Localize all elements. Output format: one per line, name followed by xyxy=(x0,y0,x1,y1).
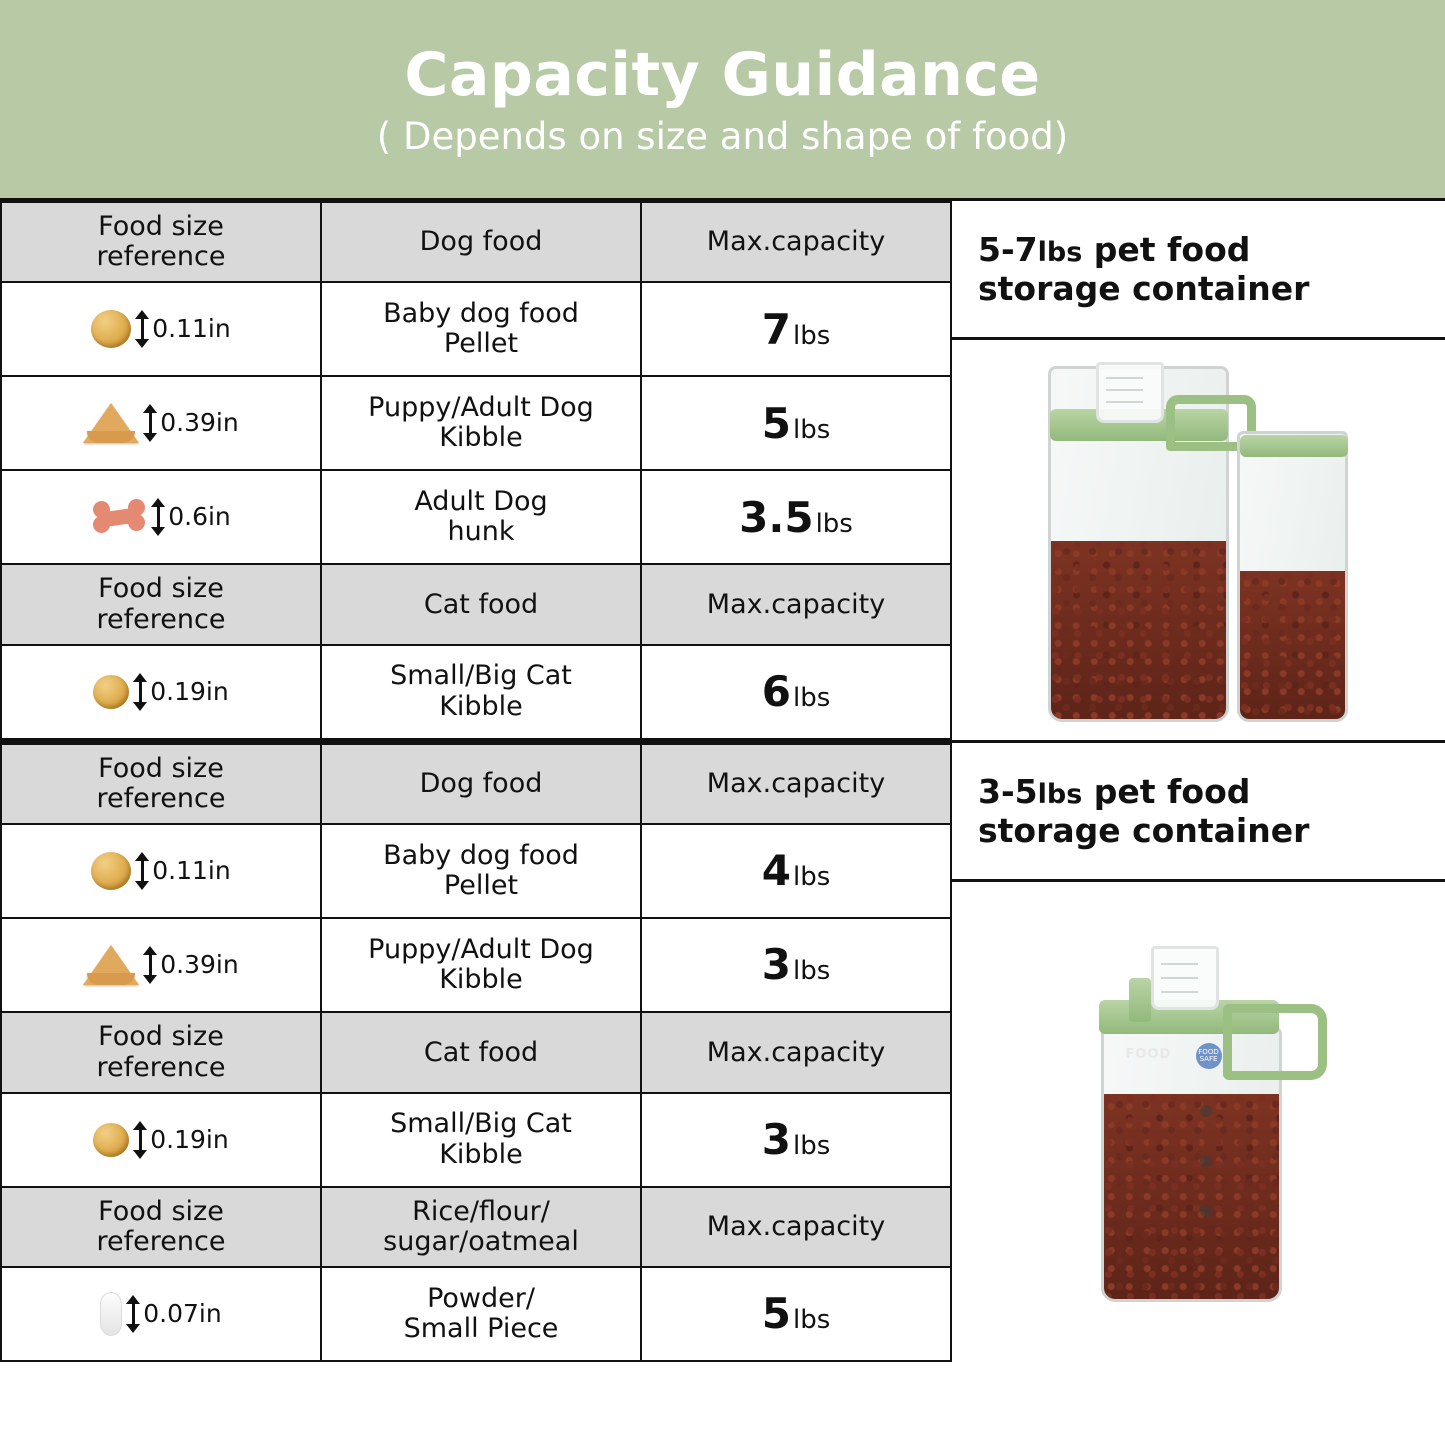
product-caption xyxy=(950,201,1445,340)
food-size-value: 0.07in xyxy=(143,1299,222,1329)
food-size-cell xyxy=(1,1093,321,1187)
food-size-cell xyxy=(1,470,321,564)
header-cat-food: Cat food xyxy=(321,1012,641,1092)
header-line2: reference xyxy=(96,783,226,815)
header-dog-food: Dog food xyxy=(321,202,641,282)
capacity-value: 4 xyxy=(761,846,791,896)
header-max-capacity: Max.capacity xyxy=(641,744,951,824)
kibble-fill xyxy=(1051,541,1226,719)
food-size-cell xyxy=(1,376,321,470)
capacity-block-3-5lbs xyxy=(0,740,1445,1362)
food-name-line2: Kibble xyxy=(439,964,523,996)
table-row xyxy=(1,376,951,470)
measure-bar-icon xyxy=(151,498,165,536)
food-name-line1: Puppy/Adult Dog xyxy=(368,391,594,423)
capacity-cell xyxy=(641,376,951,470)
capacity-table-wrapper-1 xyxy=(0,201,950,740)
kibble-fill xyxy=(1240,571,1345,719)
dimension-indicator xyxy=(143,946,238,984)
capacity-value: 5 xyxy=(761,398,791,448)
capacity-value: 5 xyxy=(761,1289,791,1339)
product-image-3-5lbs xyxy=(950,882,1445,1363)
capacity-cell xyxy=(641,918,951,1012)
food-size-cell xyxy=(1,282,321,376)
food-name-line2: Kibble xyxy=(439,690,523,722)
table-header-row xyxy=(1,564,951,644)
container-handle xyxy=(1223,1004,1327,1080)
product-size: 5-7 xyxy=(978,230,1038,269)
table-row xyxy=(1,470,951,564)
food-name-cell xyxy=(321,470,641,564)
food-label-text: FOOD xyxy=(1125,1047,1172,1063)
dimension-indicator xyxy=(135,852,230,890)
capacity-cell xyxy=(641,645,951,739)
food-size-cell xyxy=(1,1267,321,1361)
page-header xyxy=(0,0,1445,198)
product-image-5-7lbs xyxy=(950,340,1445,740)
food-name-line2: Small Piece xyxy=(403,1313,559,1345)
kibble-ball-small-icon xyxy=(93,675,129,709)
header-dog-food: Dog food xyxy=(321,744,641,824)
header-cat-food: Cat food xyxy=(321,564,641,644)
powder-grain-icon xyxy=(100,1292,122,1336)
table-row xyxy=(1,918,951,1012)
food-name-line2: Kibble xyxy=(439,1138,523,1170)
measuring-cup xyxy=(1151,946,1219,1010)
capacity-unit: lbs xyxy=(792,1305,831,1336)
capacity-cell xyxy=(641,470,951,564)
table-header-row xyxy=(1,1012,951,1092)
product-panel-3-5lbs xyxy=(950,743,1445,1362)
food-name-line1: Puppy/Adult Dog xyxy=(368,933,594,965)
table-header-row xyxy=(1,1187,951,1267)
food-name-cell xyxy=(321,918,641,1012)
food-size-value: 0.19in xyxy=(150,1124,229,1154)
header-line1: Rice/flour/ xyxy=(412,1195,550,1227)
table-row xyxy=(1,824,951,918)
container-illustration-single xyxy=(1073,942,1323,1302)
capacity-cell xyxy=(641,282,951,376)
food-size-value: 0.19in xyxy=(150,676,229,706)
capacity-value: 3 xyxy=(761,1114,791,1164)
measure-bar-icon xyxy=(133,1121,147,1159)
capacity-unit: lbs xyxy=(815,508,853,539)
food-name-line1: Adult Dog xyxy=(414,485,548,517)
food-name-line2: Pellet xyxy=(443,328,519,360)
food-size-value: 0.6in xyxy=(168,502,231,532)
measure-bar-icon xyxy=(143,404,157,442)
product-caption-rest: pet food xyxy=(1082,771,1251,811)
food-name-line2: hunk xyxy=(447,516,515,548)
header-line2: reference xyxy=(96,1226,226,1258)
capacity-unit: lbs xyxy=(792,320,831,351)
header-max-capacity: Max.capacity xyxy=(641,202,951,282)
small-container-lid xyxy=(1240,435,1348,457)
kibble-triangle-icon xyxy=(83,945,139,985)
food-name-line1: Small/Big Cat xyxy=(390,660,572,692)
header-food-size-reference xyxy=(1,1187,321,1267)
dimension-indicator xyxy=(126,1295,221,1333)
table-row xyxy=(1,1093,951,1187)
container-illustration-pair xyxy=(1048,357,1348,722)
product-unit: lbs xyxy=(1037,778,1083,810)
dimension-indicator xyxy=(135,310,230,348)
food-name-cell xyxy=(321,645,641,739)
kibble-triangle-icon xyxy=(83,403,139,443)
capacity-value: 6 xyxy=(761,667,791,716)
header-line1: Food size xyxy=(98,752,224,784)
food-name-cell xyxy=(321,282,641,376)
header-line1: Food size xyxy=(98,573,224,605)
header-food-size-reference xyxy=(1,744,321,824)
small-container-body xyxy=(1237,431,1348,722)
capacity-table-2 xyxy=(0,743,952,1362)
dimension-indicator xyxy=(151,498,231,536)
food-name-line2: Pellet xyxy=(443,870,519,902)
capacity-unit: lbs xyxy=(792,862,831,893)
capacity-table-1 xyxy=(0,201,952,740)
capacity-unit: lbs xyxy=(792,683,831,713)
header-line2: reference xyxy=(96,603,226,635)
capacity-unit: lbs xyxy=(792,956,831,987)
capacity-cell xyxy=(641,1267,951,1361)
header-line2: reference xyxy=(96,241,226,273)
table-header-row xyxy=(1,202,951,282)
measure-bar-icon xyxy=(143,946,157,984)
capacity-unit: lbs xyxy=(792,414,831,445)
product-caption xyxy=(950,743,1445,882)
measure-bar-icon xyxy=(133,673,147,711)
table-row xyxy=(1,1267,951,1361)
capacity-block-5-7lbs xyxy=(0,198,1445,740)
food-size-cell xyxy=(1,918,321,1012)
bone-treat-icon xyxy=(91,498,147,536)
table-row xyxy=(1,645,951,739)
food-size-cell xyxy=(1,824,321,918)
product-caption-rest: pet food xyxy=(1082,230,1251,269)
dimension-indicator xyxy=(133,1121,228,1159)
product-panel-5-7lbs xyxy=(950,201,1445,740)
product-caption-line1 xyxy=(978,773,1429,812)
capacity-unit: lbs xyxy=(792,1130,831,1161)
product-caption-line2: storage container xyxy=(978,268,1310,308)
capacity-table-wrapper-2 xyxy=(0,743,950,1362)
measure-bar-icon xyxy=(135,310,149,348)
food-name-cell xyxy=(321,824,641,918)
kibble-ball-icon xyxy=(91,852,131,890)
page-title: Capacity Guidance xyxy=(404,40,1041,111)
pour-spout xyxy=(1129,978,1151,1022)
food-name-cell xyxy=(321,1093,641,1187)
dimension-indicator xyxy=(143,404,238,442)
measuring-cup xyxy=(1096,362,1164,423)
product-caption-line1 xyxy=(978,231,1429,270)
food-name-line1: Baby dog food xyxy=(383,297,579,329)
food-size-value: 0.39in xyxy=(160,950,239,980)
header-max-capacity: Max.capacity xyxy=(641,1187,951,1267)
header-line2: sugar/oatmeal xyxy=(383,1226,579,1258)
food-size-value: 0.11in xyxy=(152,856,231,886)
header-line1: Food size xyxy=(98,211,224,242)
header-food-size-reference xyxy=(1,1012,321,1092)
measure-bar-icon xyxy=(135,852,149,890)
kibble-fill xyxy=(1104,1094,1279,1299)
dimension-indicator xyxy=(133,673,228,711)
header-max-capacity: Max.capacity xyxy=(641,1012,951,1092)
capacity-value: 3 xyxy=(761,940,791,990)
food-name-line1: Baby dog food xyxy=(383,839,579,871)
header-rice-flour xyxy=(321,1187,641,1267)
capacity-cell xyxy=(641,1093,951,1187)
product-caption-line2: storage container xyxy=(978,810,1310,850)
food-size-cell xyxy=(1,645,321,739)
kibble-ball-icon xyxy=(91,310,131,348)
capacity-value: 7 xyxy=(761,304,791,354)
product-size: 3-5 xyxy=(978,771,1038,811)
kibble-ball-small-icon xyxy=(93,1123,129,1157)
capacity-cell xyxy=(641,824,951,918)
food-name-line2: Kibble xyxy=(439,422,523,454)
header-food-size-reference xyxy=(1,202,321,282)
food-name-line1: Powder/ xyxy=(427,1282,535,1314)
food-safe-badge: FOOD SAFE xyxy=(1196,1043,1222,1069)
measure-bar-icon xyxy=(126,1295,140,1333)
food-name-cell xyxy=(321,1267,641,1361)
capacity-value: 3.5 xyxy=(739,492,814,542)
food-name-line1: Small/Big Cat xyxy=(390,1108,572,1140)
food-size-value: 0.39in xyxy=(160,408,239,438)
page-subtitle: ( Depends on size and shape of food) xyxy=(376,115,1069,159)
table-row xyxy=(1,282,951,376)
header-food-size-reference xyxy=(1,564,321,644)
food-size-value: 0.11in xyxy=(152,314,231,344)
header-max-capacity: Max.capacity xyxy=(641,564,951,644)
header-line1: Food size xyxy=(98,1195,224,1227)
header-line1: Food size xyxy=(98,1021,224,1053)
product-unit: lbs xyxy=(1037,237,1083,268)
header-line2: reference xyxy=(96,1051,226,1083)
table-header-row xyxy=(1,744,951,824)
food-name-cell xyxy=(321,376,641,470)
